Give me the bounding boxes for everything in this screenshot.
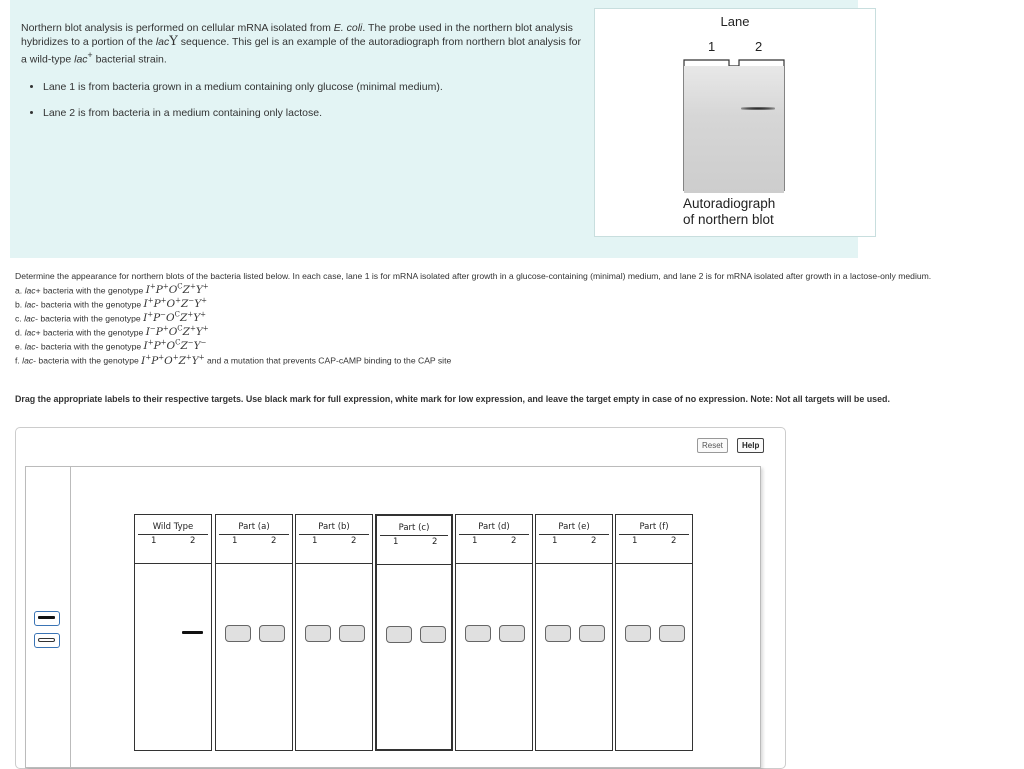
blot-title: Part (e) bbox=[558, 522, 590, 532]
blot-header bbox=[616, 515, 692, 564]
question-item: c. lac- bacteria with the genotype $I^+P^-O^CZ^+Y^+$ bbox=[15, 310, 206, 325]
blot-lane-2-label: 2 bbox=[432, 537, 438, 547]
genotype: I+P+O+Z+Y+ bbox=[141, 353, 205, 367]
question-item: a. lac+ bacteria with the genotype $I^+P^+O^CZ^+Y^+$ bbox=[15, 282, 209, 297]
gel-background bbox=[684, 66, 784, 193]
black-mark-label[interactable] bbox=[34, 611, 60, 626]
blot-title: Part (a) bbox=[238, 522, 270, 532]
bullet-lane-1: • Lane 1 is from bacteria grown in a medium containing only glucose (minimal medium). bbox=[43, 81, 581, 94]
blot-lane-2-label: 2 bbox=[511, 536, 517, 546]
blot-divider bbox=[219, 534, 289, 535]
black-mark-icon bbox=[38, 616, 55, 619]
drop-target-lane-2[interactable] bbox=[259, 625, 285, 642]
blot-lane-1-label: 1 bbox=[232, 536, 238, 546]
intro-panel bbox=[10, 0, 858, 258]
blot-wild-type bbox=[134, 514, 212, 751]
drop-target-lane-1[interactable] bbox=[545, 625, 571, 642]
figure-lane-title: Lane bbox=[720, 14, 750, 29]
question-intro: Determine the appearance for northern blots of the bacteria listed below. In each case, lane 1 is for mRNA isolated after growth in a glucose-containing (minimal) medium, and lane 2 is for mRNA isolated after growth in a lactose-only medium. bbox=[15, 271, 932, 281]
blot-title: Part (c) bbox=[398, 523, 430, 533]
figure-caption: Autoradiograph of northern blot bbox=[683, 196, 776, 227]
gel-band-lane-2 bbox=[741, 107, 775, 110]
blot-lane-1-label: 1 bbox=[472, 536, 478, 546]
blot-title: Part (b) bbox=[318, 522, 350, 532]
blot-lane-2-label: 2 bbox=[190, 536, 196, 546]
wild-type-lane-2-band bbox=[182, 631, 203, 634]
blot-divider bbox=[138, 534, 208, 535]
blot-lane-1-label: 1 bbox=[151, 536, 157, 546]
blot-lane-2-label: 2 bbox=[591, 536, 597, 546]
blot-title: Wild Type bbox=[152, 522, 194, 532]
blot-part-c bbox=[375, 514, 453, 751]
drop-target-lane-2[interactable] bbox=[339, 625, 365, 642]
intro-bullets bbox=[21, 81, 581, 120]
blot-part-a bbox=[215, 514, 293, 751]
drag-drop-work-area bbox=[15, 427, 786, 769]
question-item: e. lac- bacteria with the genotype $I^+P^+O^CZ^-Y^-$ bbox=[15, 338, 207, 353]
label-palette bbox=[26, 467, 71, 767]
blot-part-e bbox=[535, 514, 613, 751]
blot-lane-2-label: 2 bbox=[671, 536, 677, 546]
blot-header bbox=[377, 516, 451, 565]
blot-header bbox=[536, 515, 612, 564]
blot-header bbox=[296, 515, 372, 564]
question-items bbox=[15, 282, 1020, 367]
bullet-lane-2: • Lane 2 is from bacteria in a medium containing only lactose. bbox=[43, 107, 581, 120]
drop-target-lane-1[interactable] bbox=[465, 625, 491, 642]
blot-divider bbox=[380, 535, 448, 536]
intro-text bbox=[21, 22, 581, 133]
white-mark-icon bbox=[38, 638, 55, 642]
blot-lane-1-label: 1 bbox=[393, 537, 399, 547]
blot-lane-2-label: 2 bbox=[351, 536, 357, 546]
blot-divider bbox=[299, 534, 369, 535]
blot-part-f bbox=[615, 514, 693, 751]
blot-title: Part (d) bbox=[478, 522, 510, 532]
blot-part-b bbox=[295, 514, 373, 751]
autoradiograph-figure bbox=[594, 8, 876, 237]
drop-target-lane-1[interactable] bbox=[225, 625, 251, 642]
drop-target-lane-1[interactable] bbox=[305, 625, 331, 642]
blot-lane-1-label: 1 bbox=[552, 536, 558, 546]
blot-divider bbox=[539, 534, 609, 535]
help-button[interactable]: Help bbox=[737, 438, 764, 453]
drag-canvas bbox=[25, 466, 761, 768]
drop-target-lane-2[interactable] bbox=[579, 625, 605, 642]
question-item: d. lac+ bacteria with the genotype $I^-P^+O^CZ^+Y^+$ bbox=[15, 324, 209, 339]
genotype: $I^+P^+O^CZ^+Y^+$ bbox=[145, 282, 209, 297]
drop-target-lane-1[interactable] bbox=[625, 625, 651, 642]
genotype: $I^-P^+O^CZ^+Y^+$ bbox=[145, 324, 209, 339]
blot-divider bbox=[619, 534, 689, 535]
blot-header bbox=[456, 515, 532, 564]
white-mark-label[interactable] bbox=[34, 633, 60, 648]
blot-divider bbox=[459, 534, 529, 535]
blot-lane-1-label: 1 bbox=[632, 536, 638, 546]
blot-lane-2-label: 2 bbox=[271, 536, 277, 546]
intro-paragraph: Northern blot analysis is performed on cellular mRNA isolated from E. coli. The probe used in the northern blot analysis hybridizes to a portion of the lacY sequence. This gel is an example of the autoradiograph from northern blot analysis for a wild-type lac+ bacterial strain. bbox=[21, 22, 581, 66]
blot-title: Part (f) bbox=[639, 522, 669, 532]
question-item: f. lac- bacteria with the genotype I+P+O+Z+Y+ and a mutation that prevents CAP-cAMP binding to the CAP site bbox=[15, 353, 452, 367]
blot-part-d bbox=[455, 514, 533, 751]
genotype: I+P+O+Z−Y+ bbox=[143, 296, 207, 311]
reset-button[interactable]: Reset bbox=[697, 438, 728, 453]
figure-lane-1-label: 1 bbox=[708, 39, 716, 54]
drop-target-lane-1[interactable] bbox=[386, 626, 412, 643]
drop-target-lane-2[interactable] bbox=[659, 625, 685, 642]
blot-lane-1-label: 1 bbox=[312, 536, 318, 546]
drop-target-lane-2[interactable] bbox=[499, 625, 525, 642]
drop-target-lane-2[interactable] bbox=[420, 626, 446, 643]
figure-lane-2-label: 2 bbox=[755, 39, 763, 54]
blot-header bbox=[135, 515, 211, 564]
question-text bbox=[15, 271, 1020, 366]
genotype: $I^+P^-O^CZ^+Y^+$ bbox=[143, 310, 206, 325]
genotype: $I^+P^+O^CZ^-Y^-$ bbox=[143, 338, 207, 353]
blot-header bbox=[216, 515, 292, 564]
instructions: Drag the appropriate labels to their respective targets. Use black mark for full expression, white mark for low expression, and leave the target empty in case of no expression. Note: Not all targets will be used. bbox=[15, 394, 890, 404]
question-item: b. lac- bacteria with the genotype I+P+O+Z−Y+ bbox=[15, 296, 207, 311]
